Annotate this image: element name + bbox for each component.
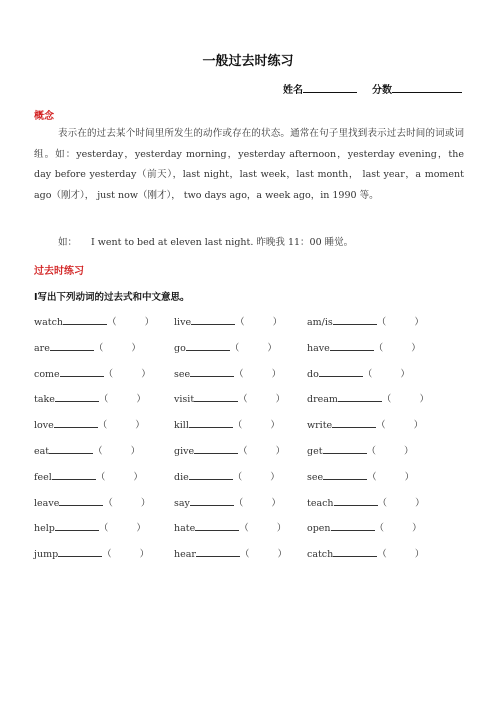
open-paren: （ bbox=[232, 420, 243, 432]
past-tense-blank[interactable] bbox=[338, 392, 382, 402]
verb-word: say bbox=[174, 497, 190, 509]
verb-word: live bbox=[174, 317, 192, 328]
open-paren: （ bbox=[373, 342, 384, 354]
verb-item bbox=[307, 366, 410, 380]
meaning-parentheses[interactable] bbox=[94, 340, 141, 354]
meaning-parentheses[interactable] bbox=[376, 417, 423, 431]
past-tense-blank[interactable] bbox=[334, 496, 378, 506]
verb-word: see bbox=[174, 368, 191, 380]
past-tense-blank[interactable] bbox=[49, 444, 93, 454]
verb-row bbox=[34, 546, 474, 562]
meaning-parentheses[interactable] bbox=[107, 314, 154, 328]
verb-item bbox=[34, 391, 146, 405]
verb-row bbox=[34, 520, 474, 536]
verb-item bbox=[174, 546, 287, 560]
verb-item bbox=[174, 443, 285, 457]
verb-word: take bbox=[34, 394, 55, 406]
open-paren: （ bbox=[103, 497, 113, 509]
verb-word: watch bbox=[34, 317, 64, 328]
verb-word: teach bbox=[307, 497, 334, 509]
meaning-parentheses[interactable] bbox=[238, 443, 285, 457]
past-tense-blank[interactable] bbox=[54, 418, 98, 428]
close-paren: ） bbox=[271, 497, 281, 509]
close-paren: ） bbox=[413, 420, 424, 432]
verb-word: help bbox=[34, 523, 55, 535]
verb-item bbox=[34, 366, 151, 380]
close-paren: ） bbox=[404, 446, 414, 457]
close-paren: ） bbox=[140, 497, 151, 509]
open-paren: （ bbox=[376, 317, 387, 328]
verb-word: have bbox=[307, 342, 330, 354]
meaning-parentheses[interactable] bbox=[374, 340, 421, 354]
past-tense-blank[interactable] bbox=[190, 496, 234, 506]
open-paren: （ bbox=[233, 497, 244, 509]
practice-heading: 过去时练习 bbox=[34, 266, 84, 277]
meaning-parentheses[interactable] bbox=[377, 546, 424, 560]
name-blank[interactable] bbox=[303, 83, 357, 93]
past-tense-blank[interactable] bbox=[191, 315, 235, 325]
close-paren: ） bbox=[271, 368, 282, 380]
open-paren: （ bbox=[239, 549, 250, 561]
meaning-parentheses[interactable] bbox=[102, 546, 149, 560]
concept-text: 表示在的过去某个时间里所发生的动作或存在的状态。通常在句子里找到表示过去时间的词或词组。如：yesterday，yesterday morning，yesterday afternoon，yesterday evening，the day before yesterday（前天），last night，last week，last month， last year，a moment ago（刚才）， just now（刚才）， two days ago，a week ago，in 1990 等。 bbox=[34, 128, 464, 201]
close-paren: ） bbox=[411, 342, 421, 354]
verb-word: get bbox=[307, 446, 323, 457]
close-paren: ） bbox=[267, 342, 277, 354]
past-tense-blank[interactable] bbox=[186, 341, 230, 351]
verb-word: hate bbox=[174, 523, 196, 535]
verb-word: see bbox=[307, 471, 324, 483]
verb-word: love bbox=[34, 420, 54, 432]
open-paren: （ bbox=[232, 471, 243, 483]
past-tense-blank[interactable] bbox=[189, 418, 233, 428]
verb-word: go bbox=[174, 342, 186, 354]
close-paren: ） bbox=[414, 549, 425, 561]
verb-word: eat bbox=[34, 446, 50, 457]
open-paren: （ bbox=[381, 394, 392, 406]
past-tense-blank[interactable] bbox=[50, 341, 94, 351]
verb-row bbox=[34, 417, 474, 433]
meaning-parentheses[interactable] bbox=[99, 520, 146, 534]
past-tense-blank[interactable] bbox=[52, 470, 96, 480]
verb-word: are bbox=[34, 342, 50, 354]
verb-item bbox=[307, 417, 423, 431]
open-paren: （ bbox=[98, 394, 109, 406]
verb-item bbox=[34, 340, 141, 354]
verb-item bbox=[174, 366, 281, 380]
meaning-parentheses[interactable] bbox=[235, 314, 282, 328]
open-paren: （ bbox=[362, 368, 373, 380]
task-instruction: Ⅰ写出下列动词的过去式和中文意思。 bbox=[34, 292, 190, 303]
open-paren: （ bbox=[377, 549, 387, 561]
verb-word: come bbox=[34, 368, 60, 380]
meaning-parentheses[interactable] bbox=[377, 314, 424, 328]
concept-paragraph bbox=[34, 124, 464, 206]
verb-item bbox=[34, 443, 140, 457]
meaning-parentheses[interactable] bbox=[233, 417, 280, 431]
meaning-parentheses[interactable] bbox=[99, 391, 146, 405]
past-tense-blank[interactable] bbox=[333, 547, 377, 557]
past-tense-blank[interactable] bbox=[55, 521, 99, 531]
verb-row bbox=[34, 314, 474, 330]
open-paren: （ bbox=[95, 471, 106, 483]
page-title: 一般过去时练习 bbox=[202, 54, 294, 69]
score-blank[interactable] bbox=[392, 83, 462, 93]
meaning-parentheses[interactable] bbox=[240, 546, 287, 560]
meaning-parentheses[interactable] bbox=[367, 469, 414, 483]
close-paren: ） bbox=[412, 523, 422, 535]
past-tense-blank[interactable] bbox=[55, 392, 99, 402]
verb-item bbox=[34, 469, 143, 483]
open-paren: （ bbox=[102, 549, 112, 561]
close-paren: ） bbox=[415, 497, 425, 509]
verb-row bbox=[34, 366, 474, 382]
name-label: 姓名 bbox=[283, 85, 304, 96]
verb-item bbox=[307, 469, 414, 483]
past-tense-blank[interactable] bbox=[190, 367, 234, 377]
open-paren: （ bbox=[374, 523, 385, 535]
meaning-parentheses[interactable] bbox=[234, 495, 281, 509]
meaning-parentheses[interactable] bbox=[239, 520, 286, 534]
past-tense-blank[interactable] bbox=[319, 367, 363, 377]
past-tense-blank[interactable] bbox=[331, 521, 375, 531]
close-paren: ） bbox=[135, 420, 145, 432]
open-paren: （ bbox=[93, 446, 103, 457]
close-paren: ） bbox=[133, 471, 143, 483]
verb-item bbox=[34, 520, 146, 534]
verb-item bbox=[34, 417, 145, 431]
score-label: 分数 bbox=[372, 85, 392, 96]
verb-row bbox=[34, 340, 474, 356]
verb-item bbox=[174, 520, 286, 534]
meaning-parentheses[interactable] bbox=[104, 366, 151, 380]
close-paren: ） bbox=[275, 394, 286, 406]
meaning-parentheses[interactable] bbox=[230, 340, 277, 354]
open-paren: （ bbox=[377, 497, 388, 509]
open-paren: （ bbox=[238, 446, 248, 457]
open-paren: （ bbox=[107, 317, 117, 328]
close-paren: ） bbox=[404, 471, 415, 483]
verb-item bbox=[307, 314, 424, 328]
close-paren: ） bbox=[136, 394, 146, 406]
verb-item bbox=[34, 546, 149, 560]
verb-word: feel bbox=[34, 471, 52, 483]
open-paren: （ bbox=[234, 368, 244, 380]
verb-row bbox=[34, 469, 474, 485]
example-label: 如： bbox=[58, 237, 78, 248]
verb-item bbox=[174, 314, 282, 328]
meaning-parentheses[interactable] bbox=[382, 391, 429, 405]
meaning-parentheses[interactable] bbox=[367, 443, 414, 457]
open-paren: （ bbox=[93, 342, 104, 354]
meaning-parentheses[interactable] bbox=[378, 495, 425, 509]
open-paren: （ bbox=[239, 523, 249, 535]
past-tense-blank[interactable] bbox=[330, 341, 374, 351]
verb-item bbox=[307, 520, 422, 534]
verb-item bbox=[307, 546, 424, 560]
close-paren: ） bbox=[400, 368, 410, 380]
open-paren: （ bbox=[235, 317, 245, 328]
past-tense-blank[interactable] bbox=[58, 547, 102, 557]
meaning-parentheses[interactable] bbox=[96, 469, 143, 483]
past-tense-blank[interactable] bbox=[196, 547, 240, 557]
past-tense-blank[interactable] bbox=[323, 444, 367, 454]
verb-item bbox=[174, 417, 280, 431]
close-paren: ） bbox=[276, 523, 287, 535]
verb-word: visit bbox=[174, 394, 195, 406]
past-tense-blank[interactable] bbox=[323, 470, 367, 480]
verb-item bbox=[174, 340, 277, 354]
close-paren: ） bbox=[141, 368, 151, 380]
open-paren: （ bbox=[238, 394, 248, 406]
close-paren: ） bbox=[414, 317, 424, 328]
verb-word: give bbox=[174, 446, 195, 457]
close-paren: ） bbox=[270, 420, 280, 432]
verb-word: jump bbox=[34, 549, 59, 561]
past-tense-blank[interactable] bbox=[60, 367, 104, 377]
verb-row bbox=[34, 495, 474, 511]
close-paren: ） bbox=[275, 446, 286, 457]
verb-word: die bbox=[174, 471, 189, 483]
verb-item bbox=[307, 443, 414, 457]
open-paren: （ bbox=[229, 342, 240, 354]
past-tense-blank[interactable] bbox=[59, 496, 103, 506]
example-line bbox=[58, 234, 353, 248]
example-translation: 昨晚我 11：00 睡觉。 bbox=[256, 237, 354, 248]
verb-word: leave bbox=[34, 497, 60, 509]
meaning-parentheses[interactable] bbox=[93, 443, 140, 457]
example-sentence: I went to bed at eleven last night. bbox=[91, 237, 254, 248]
past-tense-blank[interactable] bbox=[194, 444, 238, 454]
close-paren: ） bbox=[419, 394, 429, 406]
meaning-parentheses[interactable] bbox=[98, 417, 145, 431]
verb-row bbox=[34, 391, 474, 407]
verb-item bbox=[307, 495, 425, 509]
verb-word: catch bbox=[307, 549, 334, 561]
close-paren: ） bbox=[144, 317, 155, 328]
name-score-row bbox=[283, 81, 462, 96]
past-tense-blank[interactable] bbox=[63, 315, 107, 325]
past-tense-blank[interactable] bbox=[333, 315, 377, 325]
meaning-parentheses[interactable] bbox=[234, 366, 281, 380]
close-paren: ） bbox=[139, 549, 150, 561]
meaning-parentheses[interactable] bbox=[363, 366, 410, 380]
open-paren: （ bbox=[97, 420, 108, 432]
verb-word: write bbox=[307, 420, 333, 432]
meaning-parentheses[interactable] bbox=[233, 469, 280, 483]
past-tense-blank[interactable] bbox=[194, 392, 238, 402]
meaning-parentheses[interactable] bbox=[103, 495, 150, 509]
verb-word: dream bbox=[307, 394, 338, 406]
past-tense-blank[interactable] bbox=[195, 521, 239, 531]
close-paren: ） bbox=[277, 549, 287, 561]
verb-word: kill bbox=[174, 420, 189, 432]
verb-item bbox=[34, 314, 154, 328]
verb-item bbox=[174, 469, 280, 483]
close-paren: ） bbox=[130, 446, 141, 457]
close-paren: ） bbox=[270, 471, 280, 483]
verb-word: am/is bbox=[307, 317, 333, 328]
verb-item bbox=[307, 340, 421, 354]
verb-word: do bbox=[307, 368, 319, 380]
concept-heading: 概念 bbox=[34, 111, 54, 122]
verb-word: hear bbox=[174, 549, 196, 561]
past-tense-blank[interactable] bbox=[189, 470, 233, 480]
verb-item bbox=[307, 391, 429, 405]
open-paren: （ bbox=[376, 420, 386, 432]
open-paren: （ bbox=[367, 471, 377, 483]
meaning-parentheses[interactable] bbox=[238, 391, 285, 405]
open-paren: （ bbox=[366, 446, 377, 457]
verb-item bbox=[174, 495, 281, 509]
close-paren: ） bbox=[136, 523, 146, 535]
close-paren: ） bbox=[272, 317, 283, 328]
past-tense-blank[interactable] bbox=[332, 418, 376, 428]
open-paren: （ bbox=[98, 523, 109, 535]
verb-row bbox=[34, 443, 474, 459]
meaning-parentheses[interactable] bbox=[375, 520, 422, 534]
close-paren: ） bbox=[131, 342, 141, 354]
verb-item bbox=[34, 495, 150, 509]
verb-item bbox=[174, 391, 285, 405]
open-paren: （ bbox=[103, 368, 114, 380]
verb-word: open bbox=[307, 523, 331, 535]
